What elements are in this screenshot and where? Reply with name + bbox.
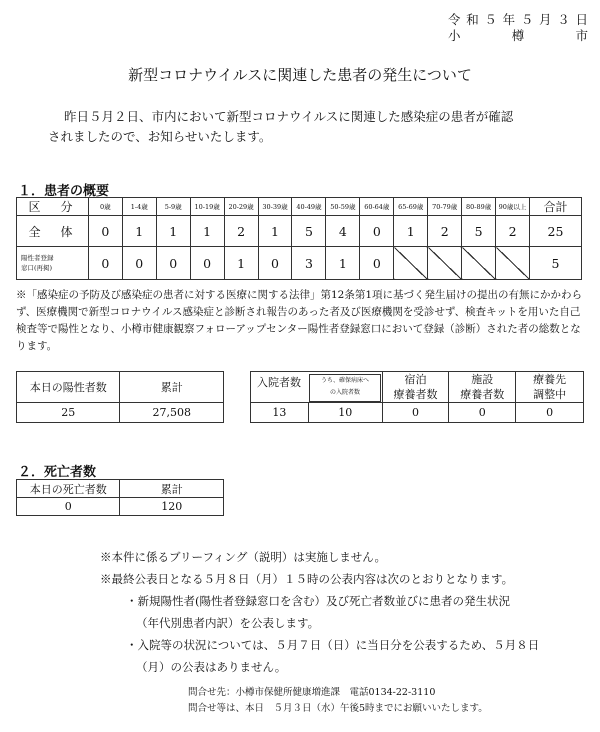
table-cell: 2 (496, 216, 530, 247)
table-cell: 1 (156, 216, 190, 247)
age-header: 40-49歳 (292, 198, 326, 216)
age-header: 50-59歳 (326, 198, 360, 216)
note-item-cont: （月）の公表はありません。 (136, 660, 287, 674)
facility-value: 0 (449, 403, 516, 423)
age-header: 5-9歳 (156, 198, 190, 216)
inquiry-hours: 問合せ等は、本日 ５月３日（水）午後5時までにお願いいたします。 (188, 703, 488, 714)
facility-header (449, 372, 516, 403)
note-item: ・新規陽性者(陽性者登録窓口を含む）及び死亡者数並びに患者の発生状況 (126, 594, 510, 608)
today-positive-header: 本日の陽性者数 (17, 372, 120, 403)
contact-block (188, 685, 488, 717)
lodging-label: 宿泊 (404, 373, 427, 386)
total-cell: 5 (530, 247, 582, 280)
today-deaths-value: 0 (17, 498, 120, 516)
section1-heading: １．患者の概要 (18, 184, 110, 199)
notes-block (100, 546, 580, 678)
secured-beds-value: 10 (308, 403, 382, 423)
hospitalization-table (250, 371, 584, 423)
patient-summary-table (16, 197, 582, 280)
adjusting-header (516, 372, 584, 403)
adjusting-label: 療養先 (533, 373, 567, 386)
category-header: 区 分 (17, 198, 89, 216)
section2-heading: ２．死亡者数 (18, 465, 97, 480)
issue-date: 令和５年５月３日 (448, 12, 588, 27)
empty-cell (394, 247, 428, 280)
adjusting-label: 調整中 (533, 388, 567, 401)
row-label-registration (17, 247, 89, 280)
table-cell: 0 (258, 247, 292, 280)
table-cell: 1 (190, 216, 224, 247)
table-cell: 3 (292, 247, 326, 280)
empty-cell (496, 247, 530, 280)
age-header: 65-69歳 (394, 198, 428, 216)
death-cumulative-value: 120 (120, 498, 224, 516)
table-cell: 4 (326, 216, 360, 247)
age-header: 20-29歳 (224, 198, 258, 216)
intro-line-2: されましたので、お知らせいたします。 (48, 129, 272, 144)
table-cell: 0 (156, 247, 190, 280)
note-item: ・入院等の状況については、５月７日（日）に当日分を公表するため、５月８日 (126, 638, 540, 652)
facility-label: 施設 (471, 373, 494, 386)
age-header: 10-19歳 (190, 198, 224, 216)
row-label-line: 窓口(再掲) (21, 264, 53, 272)
age-header: 60-64歳 (360, 198, 394, 216)
issue-block (448, 12, 588, 44)
table-cell: 1 (122, 216, 156, 247)
cumulative-value: 27,508 (120, 403, 224, 423)
note-briefing: ※本件に係るブリーフィング（説明）は実施しません。 (100, 550, 387, 564)
empty-cell (428, 247, 462, 280)
today-positive-value: 25 (17, 403, 120, 423)
total-header: 合計 (530, 198, 582, 216)
definition-note: ※「感染症の予防及び感染症の患者に対する医療に関する法律」第12条第1項に基づく発生届けの提出の有無にかかわらず、医療機関で新型コロナウイルス感染症と診断され報告のあった者及び医療機関を受診せず、検査キットを用いた自己検査等で陽性となり、小樽市健康観察フォローアップセンター陽性者登録窓口において登録（診断）された者の総数となります。 (16, 289, 583, 352)
positive-count-table (16, 371, 224, 423)
age-header: 90歳以上 (496, 198, 530, 216)
table-row (17, 247, 582, 280)
adjusting-value: 0 (516, 403, 584, 423)
table-cell: 5 (292, 216, 326, 247)
secured-beds-label: うち、確保病床へ (320, 377, 369, 384)
secured-beds-label: の入院者数 (329, 389, 360, 396)
table-cell: 0 (360, 247, 394, 280)
death-cumulative-header: 累計 (120, 480, 224, 498)
table-row (17, 216, 582, 247)
age-header: 80-89歳 (462, 198, 496, 216)
age-header: 0歳 (88, 198, 122, 216)
intro-paragraph (48, 107, 558, 147)
empty-cell (462, 247, 496, 280)
cumulative-header: 累計 (120, 372, 224, 403)
contact-line: 問合せ先：小樽市保健所健康増進課 電話0134-22-3110 (188, 687, 436, 698)
age-header: 30-39歳 (258, 198, 292, 216)
lodging-header (382, 372, 449, 403)
document-title: 新型コロナウイルスに関連した患者の発生について (128, 66, 472, 84)
table-cell: 0 (88, 216, 122, 247)
table-cell: 1 (258, 216, 292, 247)
total-cell: 25 (530, 216, 582, 247)
table-cell: 0 (360, 216, 394, 247)
age-header: 70-79歳 (428, 198, 462, 216)
note-item-cont: （年代別患者内訳）を公表します。 (136, 616, 320, 630)
table-cell: 0 (122, 247, 156, 280)
death-count-table (16, 479, 224, 516)
table-cell: 2 (224, 216, 258, 247)
inpatients-value: 13 (251, 403, 309, 423)
inpatients-header (251, 372, 383, 403)
row-label-line: 陽性者登録 (21, 254, 54, 262)
note-final-publication: ※最終公表日となる５月８日（月）１５時の公表内容は次のとおりとなります。 (100, 572, 514, 586)
inpatients-label: 入院者数 (257, 376, 301, 389)
table-cell: 5 (462, 216, 496, 247)
table-cell: 1 (224, 247, 258, 280)
table-header-row (17, 198, 582, 216)
lodging-value: 0 (382, 403, 449, 423)
table-cell: 2 (428, 216, 462, 247)
today-deaths-header: 本日の死亡者数 (17, 480, 120, 498)
table-cell: 0 (190, 247, 224, 280)
row-label-all: 全 体 (17, 216, 89, 247)
age-header: 1-4歳 (122, 198, 156, 216)
lodging-label: 療養者数 (393, 388, 438, 401)
table-cell: 1 (326, 247, 360, 280)
secured-beds-header (309, 374, 381, 402)
issuer: 小樽市 (448, 28, 588, 43)
facility-label: 療養者数 (460, 388, 505, 401)
intro-line-1: 昨日５月２日、市内において新型コロナウイルスに関連した感染症の患者が確認 (64, 109, 514, 124)
table-cell: 0 (88, 247, 122, 280)
table-cell: 1 (394, 216, 428, 247)
